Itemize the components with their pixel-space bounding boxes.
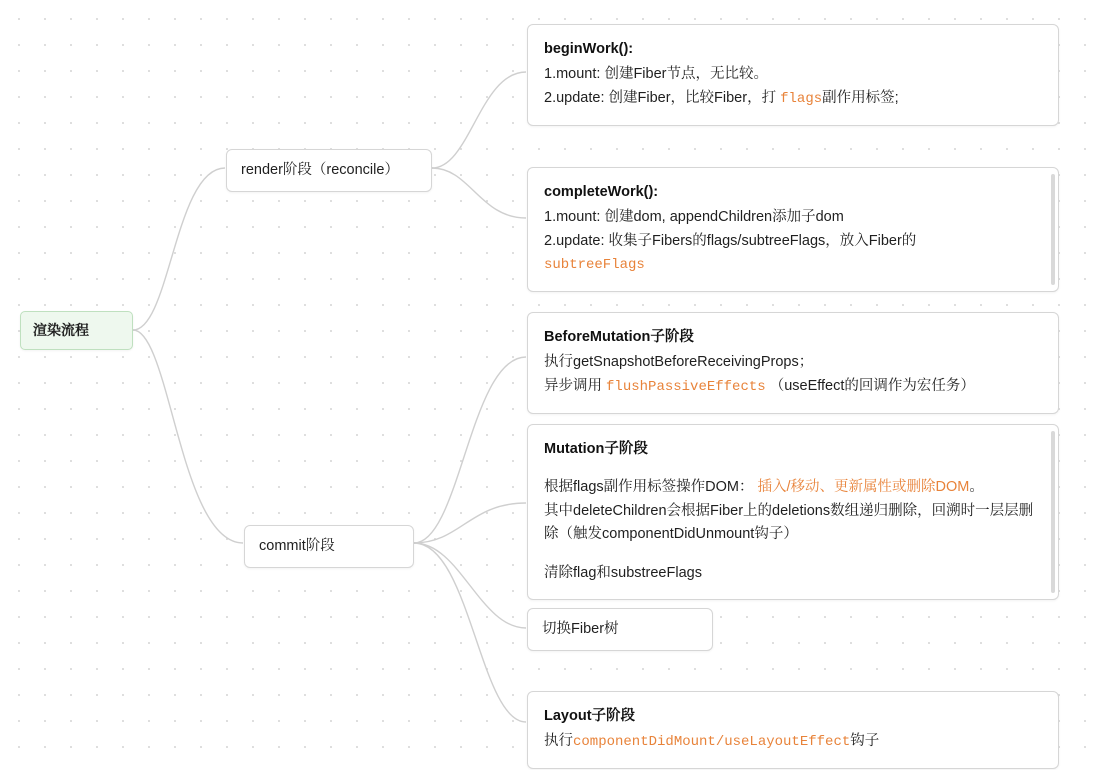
card-layout-title: Layout子阶段 bbox=[544, 708, 636, 724]
link-commit-switchfiber bbox=[414, 543, 526, 628]
text-segment: （useEffect的回调作为宏任务） bbox=[765, 377, 975, 394]
text-segment: 执行getSnapshotBeforeReceivingProps； bbox=[544, 354, 814, 371]
link-commit-beforemutation bbox=[414, 357, 526, 543]
card-mutation-line-3 bbox=[544, 562, 1042, 585]
node-root-label: 渲染流程 bbox=[33, 322, 89, 338]
node-render-phase[interactable] bbox=[226, 149, 432, 192]
card-completework-title: completeWork(): bbox=[544, 184, 659, 200]
card-completework-line-2 bbox=[544, 230, 1042, 253]
node-commit-phase-label: commit阶段 bbox=[259, 538, 335, 554]
node-switch-fiber-tree[interactable] bbox=[527, 608, 713, 651]
card-beforemutation-line-2 bbox=[544, 375, 1042, 399]
card-layout[interactable] bbox=[527, 691, 1059, 769]
card-mutation-line-2 bbox=[544, 500, 1042, 547]
card-mutation-line-1 bbox=[544, 476, 1042, 499]
card-beforemutation[interactable] bbox=[527, 312, 1059, 414]
text-segment: 2.update: 创建Fiber，比较Fiber，打 bbox=[544, 89, 781, 106]
code-token-lifecycle-hooks: componentDidMount/useLayoutEffect bbox=[573, 734, 851, 751]
card-beginwork-line-2 bbox=[544, 87, 1042, 111]
card-completework-line-3 bbox=[544, 253, 1042, 277]
text-segment: 根据flags副作用标签操作DOM： bbox=[544, 479, 754, 496]
card-beginwork-line-1 bbox=[544, 63, 1042, 86]
highlight-dom-ops: 插入/移动、更新属性或删除DOM bbox=[753, 479, 970, 496]
card-mutation[interactable] bbox=[527, 424, 1059, 600]
card-beforemutation-title: BeforeMutation子阶段 bbox=[544, 329, 694, 345]
card-completework[interactable] bbox=[527, 167, 1059, 292]
text-segment: 1.mount: 创建Fiber节点，无比较。 bbox=[544, 66, 768, 83]
code-token-flags: flags bbox=[780, 90, 823, 107]
node-root[interactable] bbox=[20, 311, 133, 350]
text-segment: 1.mount: 创建dom, appendChildren添加子dom bbox=[544, 209, 844, 226]
card-beforemutation-line-1 bbox=[544, 351, 1042, 374]
text-segment: 其中deleteChildren会根据Fiber上的deletions数组递归删除，回溯时一层层删除（触发componentDidUnmount钩子） bbox=[544, 502, 1034, 543]
link-render-completework bbox=[432, 168, 526, 218]
card-beginwork[interactable] bbox=[527, 24, 1059, 126]
card-completework-line-1 bbox=[544, 206, 1042, 229]
text-segment: 副作用标签; bbox=[822, 89, 899, 106]
link-commit-layout bbox=[414, 543, 526, 722]
code-token-flushpassiveeffects: flushPassiveEffects bbox=[606, 378, 766, 395]
link-commit-mutation bbox=[414, 503, 526, 543]
text-segment: 。 bbox=[969, 479, 984, 496]
link-root-commit bbox=[133, 330, 243, 543]
card-mutation-scrollbar[interactable] bbox=[1051, 431, 1055, 593]
card-mutation-title: Mutation子阶段 bbox=[544, 441, 648, 457]
link-root-render bbox=[133, 168, 225, 330]
node-commit-phase[interactable] bbox=[244, 525, 414, 568]
card-completework-scrollbar[interactable] bbox=[1051, 174, 1055, 285]
link-render-beginwork bbox=[432, 72, 526, 168]
text-segment: 清除flag和substreeFlags bbox=[544, 564, 702, 581]
card-beginwork-title: beginWork(): bbox=[544, 41, 634, 57]
text-segment: 执行 bbox=[544, 733, 573, 750]
text-segment: 钩子 bbox=[850, 733, 880, 750]
node-render-phase-label: render阶段（reconcile） bbox=[241, 162, 399, 178]
code-token-subtreeflags: subtreeFlags bbox=[544, 257, 645, 274]
text-segment: 异步调用 bbox=[544, 377, 607, 394]
card-layout-line-1 bbox=[544, 730, 1042, 754]
node-switch-fiber-tree-label: 切换Fiber树 bbox=[542, 621, 619, 637]
text-segment: 2.update: 收集子Fibers的flags/subtreeFlags，放入Fiber的 bbox=[544, 232, 917, 249]
